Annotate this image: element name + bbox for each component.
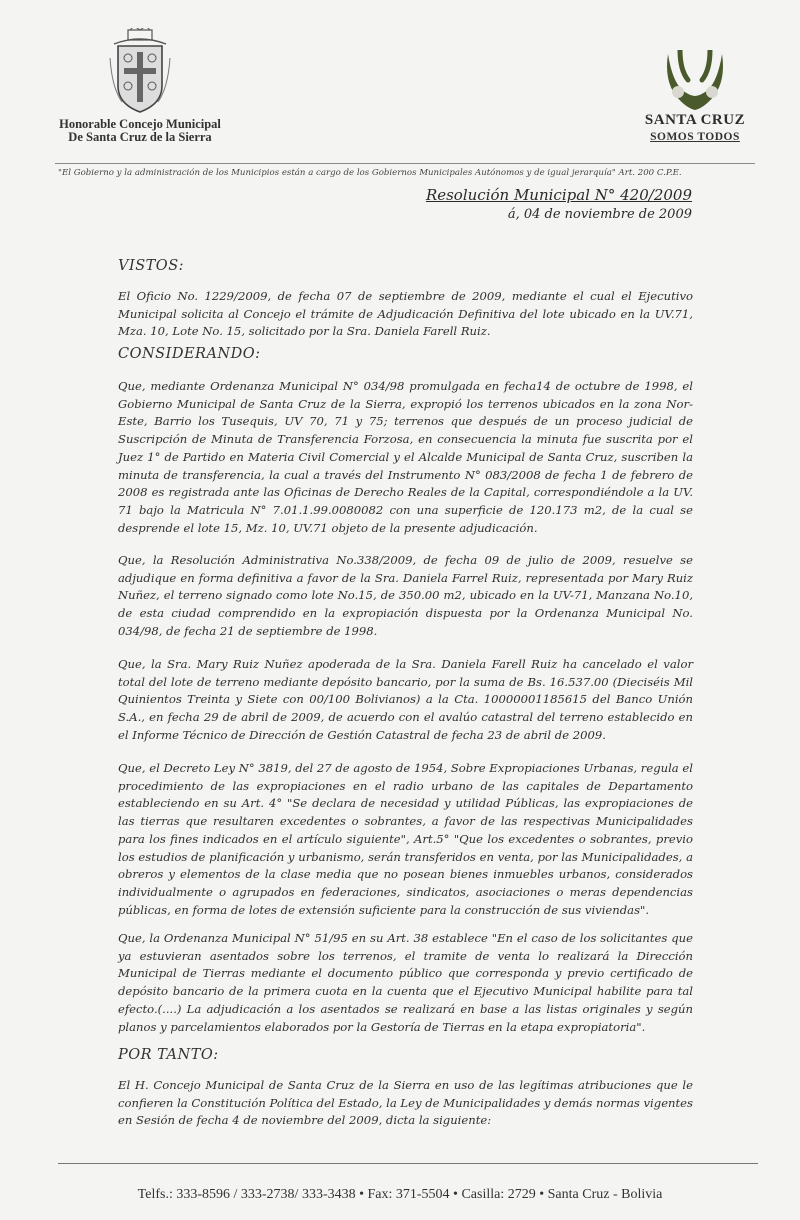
brand-subtitle: SOMOS TODOS: [650, 131, 740, 143]
portanto-paragraph: El H. Concejo Municipal de Santa Cruz de la Sierra en uso de las legítimas atribuciones que le confieren la Constitución Política del Estado, la Ley de Municipalidades y demás normas vigentes en Sesión de fecha 4 de noviembre del 2009, dicta la siguiente:: [118, 1078, 693, 1128]
vistos-heading: VISTOS:: [118, 258, 185, 274]
municipal-crest-logo: [108, 28, 172, 114]
council-name-line1: Honorable Concejo Municipal: [59, 117, 221, 131]
footer-contact: Telfs.: 333-8596 / 333-2738/ 333-3438 • Fax: 371-5504 • Casilla: 2729 • Santa Cruz - Bolivia: [137, 1187, 663, 1202]
considerando-paragraph-3: Que, la Sra. Mary Ruiz Nuñez apoderada de la Sra. Daniela Farell Ruiz ha cancelado el valor total del lote de terreno mediante depósito bancario, por la suma de Bs. 16.537.00 (Dieciséis Mil Quinientos Treinta y Siete con 00/100 Bolivianos) a la Cta. 10000001185615 del Banco Unión S.A., en fecha 29 de abril de 2009, de acuerdo con el avalúo catastral del terreno establecido en el Informe Técnico de Dirección de Gestión Catastral de fecha 23 de abril de 2009.: [118, 657, 693, 742]
header-divider: [55, 163, 755, 164]
considerando-heading: CONSIDERANDO:: [118, 346, 261, 362]
portanto-heading: POR TANTO:: [118, 1047, 219, 1063]
resolution-date: á, 04 de noviembre de 2009: [507, 207, 692, 222]
council-name-line2: De Santa Cruz de la Sierra: [68, 130, 212, 144]
considerando-paragraph-2: Que, la Resolución Administrativa No.338/2009, de fecha 09 de julio de 2009, resuelve se adjudique en forma definitiva a favor de la Sra. Daniela Farrel Ruiz, representada por Mary Ruiz Nuñez, el terreno signado como lote No.15, de 350.00 m2, ubicado en la UV-71, Manzana No.10, de esta ciudad comprendido en la expropiación dispuesta por la Ordenanza Municipal No. 034/98, de fecha 21 de septiembre de 1998.: [118, 553, 693, 638]
vistos-paragraph: El Oficio No. 1229/2009, de fecha 07 de septiembre de 2009, mediante el cual el Ejecutivo Municipal solicita al Concejo el trámite de Adjudicación Definitiva del lote ubicado en la UV.71, Mza. 10, Lote No. 15, solicitado por la Sra. Daniela Farell Ruiz.: [118, 289, 693, 339]
resolution-title: Resolución Municipal N° 420/2009: [425, 186, 692, 204]
council-name: [40, 118, 240, 144]
considerando-paragraph-5: Que, la Ordenanza Municipal N° 51/95 en su Art. 38 establece "En el caso de los solicitantes que ya estuvieran asentados sobre los terrenos, el tramite de venta lo realizará la Dirección Municipal de Tierras mediante el documento público que corresponda y previo certificado de depósito bancario de la primera cuota en la cuenta que el Ejecutivo Municipal habilite para tal efecto.(....) La adjudicación a los asentados se realizará en base a las listas originales y según planos y parcelamientos elaborados por la Gestoría de Tierras en la etapa expropiatoria".: [118, 931, 693, 1034]
considerando-paragraph-4: Que, el Decreto Ley N° 3819, del 27 de agosto de 1954, Sobre Expropiaciones Urbanas, regula el procedimiento de las expropiaciones en el radio urbano de las capitales de Departamento estableciendo en su Art. 4° "Se declara de necesidad y utilidad Públicas, las expropiaciones de las tierras que resultaren excedentes o sobrantes, a favor de las respectivas Municipalidades para los fines indicados en el artículo siguiente", Art.5° "Que los excedentes o sobrantes, previo los estudios de planificación y urbanismo, serán transferidos en venta, por las Municipalidades, a obreros y elementos de la clase media que no posean bienes inmuebles urbanos, considerados individualmente o agrupados en federaciones, sindicatos, asociaciones o meras dependencias públicas, en forma de lotes de extensión suficiente para la construcción de sus viviendas".: [118, 761, 693, 917]
considerando-paragraph-1: Que, mediante Ordenanza Municipal N° 034/98 promulgada en fecha14 de octubre de 1998, el Gobierno Municipal de Santa Cruz de la Sierra, expropió los terrenos ubicados en la zona Nor-Este, Barrio los Tusequis, UV 70, 71 y 75; terrenos que después de un proceso judicial de Suscripción de Minuta de Transferencia Forzosa, en consecuencia la minuta fue suscrita por el Juez 1° de Partido en Materia Civil Comercial y el Alcalde Municipal de Santa Cruz, suscriben la minuta de transferencia, la cual a través del Instrumento N° 083/2008 de fecha 1 de febrero de 2008 es registrada ante las Oficinas de Derecho Reales de la Capital, correspondiéndole a la UV. 71 bajo la Matricula N° 7.01.1.99.0080082 con una superficie de 120.173 m2, de la cual se desprende el lote 15, Mz. 10, UV.71 objeto de la presente adjudicación.: [118, 379, 693, 535]
footer-divider: [58, 1163, 758, 1164]
brand-title: SANTA CRUZ: [644, 112, 746, 128]
constitutional-motto: "El Gobierno y la administración de los Municipios están a cargo de los Gobiernos Municipales Autónomos y de igual jerarquía" Art. 200 C.P.E.: [58, 168, 682, 178]
